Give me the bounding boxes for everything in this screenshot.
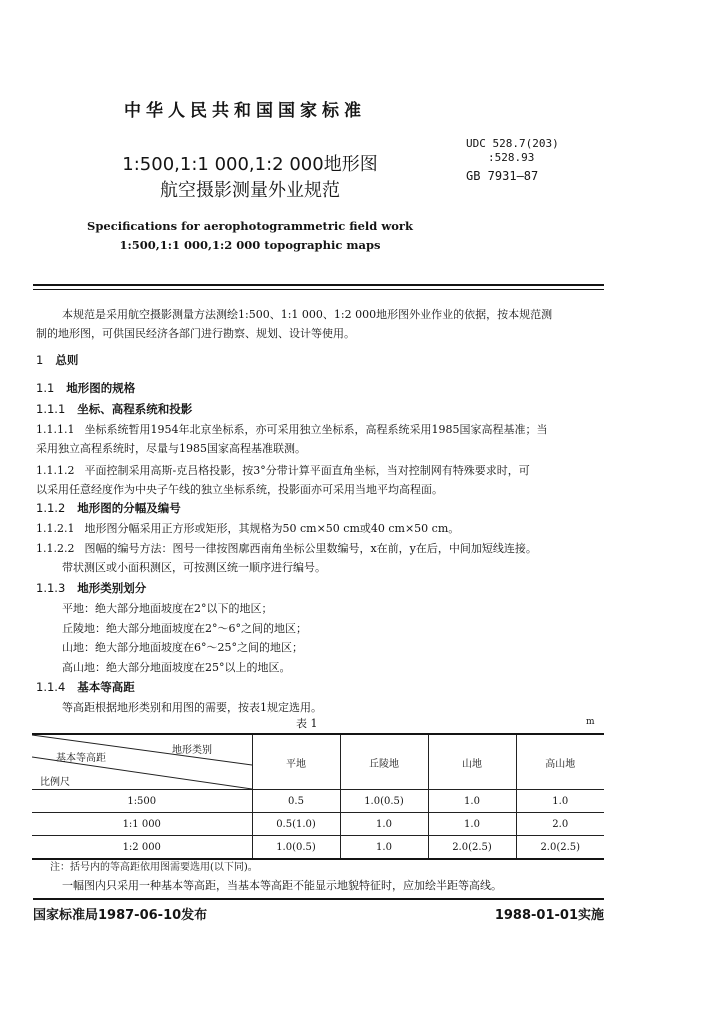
section-1-1-heading bbox=[36, 380, 135, 396]
udc-line-1: UDC 528.7(203) bbox=[466, 137, 559, 150]
row-scale: 1:1 000 bbox=[32, 813, 252, 836]
standard-name: 中华人民共和国国家标准 bbox=[124, 101, 366, 121]
title-cn-line-1: 1:500,1:1 000,1:2 000地形图 bbox=[122, 154, 378, 175]
para-1-1-2-2-line-1 bbox=[36, 540, 537, 556]
table-header-row bbox=[32, 734, 604, 790]
table-cell: 1.0(0.5) bbox=[340, 790, 428, 813]
column-header: 高山地 bbox=[516, 734, 604, 790]
section-number: 1.1.3 bbox=[36, 581, 66, 595]
para-number: 1.1.2.1 bbox=[36, 522, 75, 535]
table-note: 注：括号内的等高距依用图需要选用(以下同)。 bbox=[50, 862, 258, 873]
para-text: 图幅的编号方法：图号一律按图廓西南角坐标公里数编号，x在前，y在后，中间加短线连接。 bbox=[84, 542, 537, 555]
para-number: 1.1.1.2 bbox=[36, 464, 75, 477]
table-row bbox=[32, 836, 604, 860]
section-title: 坐标、高程系统和投影 bbox=[77, 402, 193, 416]
para-number: 1.1.2.2 bbox=[36, 542, 75, 555]
section-title: 基本等高距 bbox=[77, 680, 135, 694]
section-title: 地形图的分幅及编号 bbox=[77, 501, 181, 515]
terrain-item: 山地：绝大部分地面坡度在6°～25°之间的地区； bbox=[62, 641, 303, 654]
para-1-1-1-2-line-1 bbox=[36, 462, 530, 478]
header-rule-thick bbox=[33, 284, 604, 286]
para-number: 1.1.1.1 bbox=[36, 423, 75, 436]
table-cell: 2.0(2.5) bbox=[428, 836, 516, 860]
section-1-1-1-heading bbox=[36, 401, 192, 417]
table-cell: 2.0 bbox=[516, 813, 604, 836]
corner-label-terrain: 地形类别 bbox=[172, 745, 212, 756]
row-scale: 1:500 bbox=[32, 790, 252, 813]
intro-line-1: 本规范是采用航空摄影测量方法测绘1:500、1:1 000、1:2 000地形图外业作业的依据，按本规范测 bbox=[62, 308, 553, 321]
section-title: 总则 bbox=[55, 353, 79, 367]
table-cell: 1.0(0.5) bbox=[252, 836, 340, 860]
column-header: 山地 bbox=[428, 734, 516, 790]
table-unit: m bbox=[586, 717, 595, 727]
table-cell: 1.0 bbox=[340, 836, 428, 860]
para-text: 坐标系统暂用1954年北京坐标系，亦可采用独立坐标系，高程系统采用1985国家高程基准；当 bbox=[84, 423, 548, 436]
para-1-1-2-2-line-2: 带状测区或小面积测区，可按测区统一顺序进行编号。 bbox=[62, 561, 326, 574]
table-row bbox=[32, 813, 604, 836]
table-row bbox=[32, 790, 604, 813]
corner-label-interval: 基本等高距 bbox=[56, 753, 106, 764]
section-1-1-2-heading bbox=[36, 500, 181, 516]
table-cell: 1.0 bbox=[428, 790, 516, 813]
section-1-1-3-heading bbox=[36, 580, 146, 596]
issue-date: 国家标准局1987-06-10发布 bbox=[33, 908, 208, 923]
terrain-item: 丘陵地：绝大部分地面坡度在2°～6°之间的地区； bbox=[62, 622, 307, 635]
header-rule-thin bbox=[33, 289, 604, 290]
udc-line-2: :528.93 bbox=[488, 151, 535, 164]
section-number: 1.1.2 bbox=[36, 501, 66, 515]
section-1-1-4-heading bbox=[36, 679, 135, 695]
title-en-line-1: Specifications for aerophotogrammetric field work bbox=[87, 219, 413, 233]
section-number: 1.1.1 bbox=[36, 402, 66, 416]
column-header: 丘陵地 bbox=[340, 734, 428, 790]
column-header: 平地 bbox=[252, 734, 340, 790]
gb-code: GB 7931—87 bbox=[466, 169, 539, 183]
table-cell: 1.0 bbox=[428, 813, 516, 836]
after-table-para: 一幅图内只采用一种基本等高距，当基本等高距不能显示地貌特征时，应加绘半距等高线。 bbox=[62, 879, 502, 892]
title-en-line-2: 1:500,1:1 000,1:2 000 topographic maps bbox=[119, 238, 381, 252]
terrain-item: 高山地：绝大部分地面坡度在25°以上的地区。 bbox=[62, 661, 291, 674]
table-cell: 0.5 bbox=[252, 790, 340, 813]
para-1-1-4: 等高距根据地形类别和用图的需要，按表1规定选用。 bbox=[62, 701, 322, 714]
corner-label-scale: 比例尺 bbox=[40, 777, 70, 788]
intro-line-2: 制的地形图，可供国民经济各部门进行勘察、规划、设计等使用。 bbox=[36, 327, 355, 340]
table-corner-cell bbox=[32, 734, 252, 790]
title-cn-line-2: 航空摄影测量外业规范 bbox=[160, 180, 340, 201]
table-cell: 0.5(1.0) bbox=[252, 813, 340, 836]
footer-rule bbox=[33, 898, 604, 900]
section-number: 1.1 bbox=[36, 381, 55, 395]
section-number: 1 bbox=[36, 353, 44, 367]
section-title: 地形类别划分 bbox=[77, 581, 147, 595]
para-1-1-1-1-line-2: 采用独立高程系统时，尽量与1985国家高程基准联测。 bbox=[36, 442, 306, 455]
table-caption: 表 1 bbox=[296, 717, 318, 730]
contour-interval-table bbox=[32, 733, 604, 860]
section-title: 地形图的规格 bbox=[66, 381, 136, 395]
para-1-1-1-1-line-1 bbox=[36, 421, 547, 437]
para-1-1-2-1-line-1 bbox=[36, 520, 459, 536]
para-text: 地形图分幅采用正方形或矩形，其规格为50 cm×50 cm或40 cm×50 cm。 bbox=[84, 522, 460, 535]
effective-date: 1988-01-01实施 bbox=[494, 908, 604, 923]
section-number: 1.1.4 bbox=[36, 680, 66, 694]
table-cell: 2.0(2.5) bbox=[516, 836, 604, 860]
table-cell: 1.0 bbox=[516, 790, 604, 813]
row-scale: 1:2 000 bbox=[32, 836, 252, 860]
para-1-1-1-2-line-2: 以采用任意经度作为中央子午线的独立坐标系统，投影面亦可采用当地平均高程面。 bbox=[36, 483, 443, 496]
para-text: 平面控制采用高斯-克吕格投影，按3°分带计算平面直角坐标，当对控制网有特殊要求时，可 bbox=[84, 464, 530, 477]
terrain-item: 平地：绝大部分地面坡度在2°以下的地区； bbox=[62, 602, 273, 615]
section-1-heading bbox=[36, 352, 78, 368]
table-cell: 1.0 bbox=[340, 813, 428, 836]
